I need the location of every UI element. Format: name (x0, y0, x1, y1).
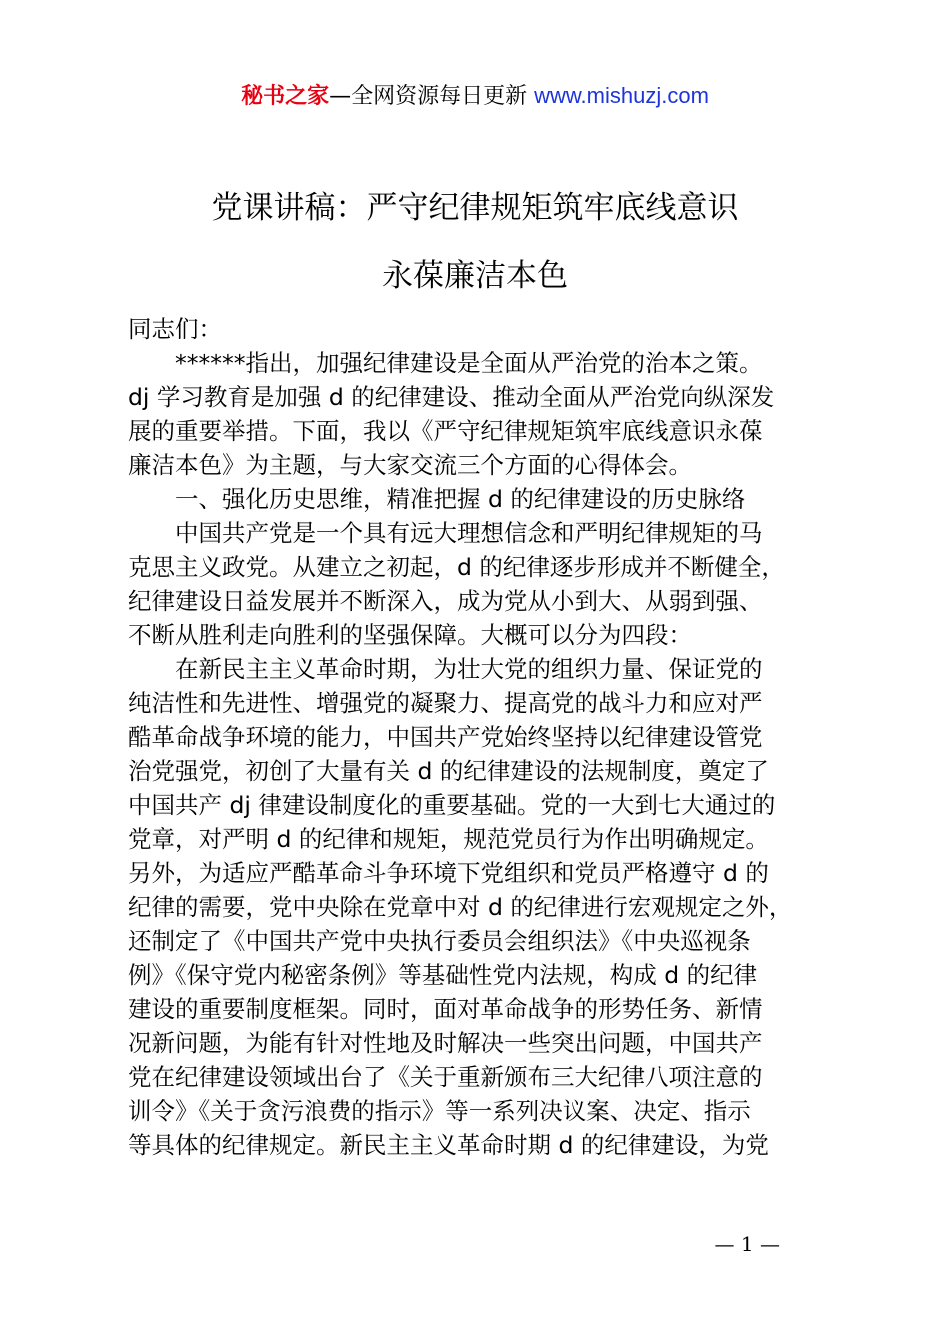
body-line: 等具体的纪律规定。新民主主义革命时期 d 的纪律建设，为党 (128, 1131, 769, 1159)
body-line: 纯洁性和先进性、增强党的凝聚力、提高党的战斗力和应对严 (128, 689, 763, 717)
body-line: dj 学习教育是加强 d 的纪律建设、推动全面从严治党向纵深发 (128, 383, 775, 411)
body-line: 中国共产党是一个具有远大理想信念和严明纪律规矩的马 (175, 519, 763, 547)
body-line: 一、强化历史思维，精准把握 d 的纪律建设的历史脉络 (175, 485, 746, 513)
body-line: 酷革命战争环境的能力，中国共产党始终坚持以纪律建设管党 (128, 723, 763, 751)
body-line: 训令》《关于贪污浪费的指示》等一系列决议案、决定、指示 (128, 1097, 751, 1125)
site-url-link[interactable]: www.mishuzj.com (534, 83, 709, 108)
document-title-line-1: 党课讲稿：严守纪律规矩筑牢底线意识 (211, 190, 739, 226)
body-line: 例》《保守党内秘密条例》等基础性党内法规，构成 d 的纪律 (128, 961, 758, 989)
body-line: 中国共产 dj 律建设制度化的重要基础。党的一大到七大通过的 (128, 791, 776, 819)
body-line: ******指出，加强纪律建设是全面从严治党的治本之策。 (175, 349, 763, 377)
brand-name: 秘书之家 (241, 84, 330, 109)
body-line: 还制定了《中国共产党中央执行委员会组织法》《中央巡视条 (128, 927, 751, 955)
header-tagline: —全网资源每日更新 (329, 84, 535, 109)
body-line: 治党强党，初创了大量有关 d 的纪律建设的法规制度，奠定了 (128, 757, 769, 785)
body-line: 展的重要举措。下面，我以《严守纪律规矩筑牢底线意识永葆 (128, 417, 763, 445)
body-line: 纪律建设日益发展并不断深入，成为党从小到大、从弱到强、 (128, 587, 763, 615)
body-line: 另外，为适应严酷革命斗争环境下党组织和党员严格遵守 d 的 (128, 859, 769, 887)
document-body (128, 312, 833, 1162)
document-title-line-2: 永葆廉洁本色 (382, 258, 568, 294)
body-line: 廉洁本色》为主题，与大家交流三个方面的心得体会。 (128, 451, 692, 479)
body-line: 不断从胜利走向胜利的坚强保障。大概可以分为四段： (128, 621, 692, 649)
body-line: 党章，对严明 d 的纪律和规矩，规范党员行为作出明确规定。 (128, 825, 769, 853)
body-line: 克思主义政党。从建立之初起，d 的纪律逐步形成并不断健全， (128, 553, 785, 581)
body-line: 建设的重要制度框架。同时，面对革命战争的形势任务、新情 (128, 995, 763, 1023)
site-header (0, 80, 950, 113)
body-line: 纪律的需要，党中央除在党章中对 d 的纪律进行宏观规定之外， (128, 893, 793, 921)
body-line: 况新问题，为能有针对性地及时解决一些突出问题，中国共产 (128, 1029, 763, 1057)
body-line: 党在纪律建设领域出台了《关于重新颁布三大纪律八项注意的 (128, 1063, 763, 1091)
body-line: 在新民主主义革命时期，为壮大党的组织力量、保证党的 (175, 655, 763, 683)
body-line: 同志们： (128, 315, 222, 343)
page-number: — 1 — (714, 1232, 780, 1256)
